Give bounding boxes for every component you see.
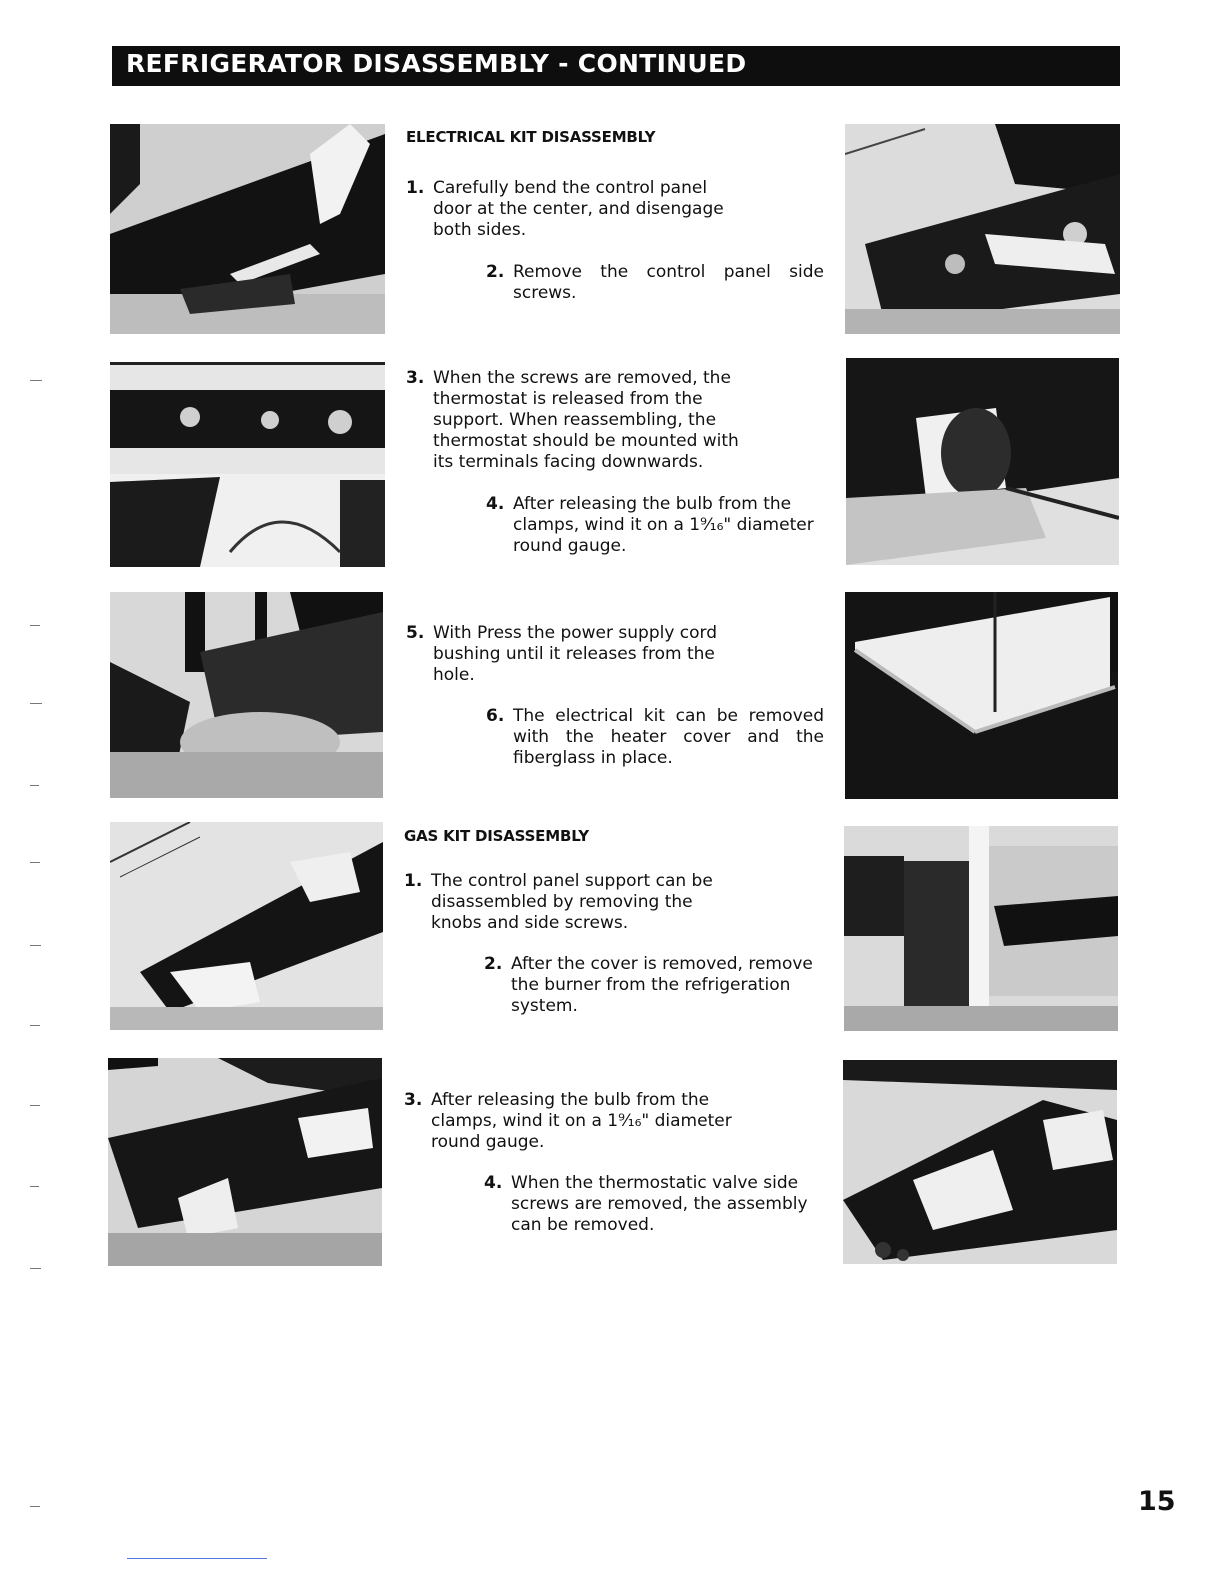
- step-number: 5.: [406, 623, 425, 643]
- gas-step-3: [404, 1090, 744, 1153]
- margin-mark: [30, 1268, 41, 1269]
- photo-power-cord-bushing: [110, 592, 383, 798]
- photo-control-panel-door: [110, 124, 385, 334]
- photo-gas-bulb-clamps: [108, 1058, 382, 1266]
- margin-mark: [30, 945, 41, 946]
- electrical-step-5: [406, 623, 746, 686]
- electrical-step-3: [406, 368, 746, 473]
- margin-mark: [30, 862, 40, 863]
- step-number: 6.: [486, 706, 505, 726]
- photo-thermostat-support: [110, 362, 385, 567]
- margin-mark: [30, 1025, 40, 1026]
- step-text: After releasing the bulb from the clamps, wind it on a 1⁹⁄₁₆" diameter round gauge.: [431, 1090, 732, 1152]
- margin-mark: [30, 625, 40, 626]
- step-text: When the screws are removed, the thermostat is released from the support. When reassembling, the thermostat should be mounted with its terminals facing downwards.: [433, 368, 739, 472]
- step-number: 1.: [404, 871, 423, 891]
- margin-mark: [30, 1186, 39, 1187]
- margin-mark: [30, 703, 42, 704]
- electrical-step-2: [486, 262, 824, 304]
- header-bar: [112, 46, 1120, 86]
- photo-electrical-kit-removed: [845, 592, 1118, 799]
- page-number: 15: [1138, 1486, 1176, 1517]
- photo-gas-control-panel: [110, 822, 383, 1030]
- step-number: 2.: [484, 954, 503, 974]
- step-text: Carefully bend the control panel door at the center, and disengage both sides.: [433, 178, 724, 240]
- step-number: 3.: [404, 1090, 423, 1110]
- footer-line: [127, 1558, 267, 1559]
- step-number: 1.: [406, 178, 425, 198]
- electrical-kit-heading: ELECTRICAL KIT DISASSEMBLY: [406, 128, 656, 146]
- electrical-step-6: [486, 706, 824, 769]
- gas-step-1: [404, 871, 744, 934]
- step-text: Remove the control panel side screws.: [513, 262, 824, 303]
- electrical-step-1: [406, 178, 746, 241]
- step-number: 2.: [486, 262, 505, 282]
- photo-control-panel-screws: [845, 124, 1120, 334]
- step-number: 4.: [486, 494, 505, 514]
- photo-burner-removal: [844, 826, 1118, 1031]
- gas-kit-heading: GAS KIT DISASSEMBLY: [404, 827, 589, 845]
- gas-step-4: [484, 1173, 824, 1236]
- step-number: 3.: [406, 368, 425, 388]
- step-text: The electrical kit can be removed with the heater cover and the fiberglass in place.: [513, 706, 824, 768]
- margin-mark: [30, 785, 39, 786]
- page-title: REFRIGERATOR DISASSEMBLY - CONTINUED: [126, 49, 747, 78]
- photo-thermostatic-valve: [843, 1060, 1117, 1264]
- step-number: 4.: [484, 1173, 503, 1193]
- step-text: When the thermostatic valve side screws are removed, the assembly can be removed.: [511, 1173, 808, 1235]
- margin-mark: [30, 1506, 40, 1507]
- electrical-step-4: [486, 494, 824, 557]
- margin-mark: [30, 380, 42, 381]
- step-text: After releasing the bulb from the clamps, wind it on a 1⁹⁄₁₆" diameter round gauge.: [513, 494, 814, 556]
- step-text: With Press the power supply cord bushing until it releases from the hole.: [433, 623, 718, 685]
- photo-bulb-gauge: [846, 358, 1119, 565]
- gas-step-2: [484, 954, 824, 1017]
- step-text: The control panel support can be disassembled by removing the knobs and side screws.: [431, 871, 713, 933]
- margin-mark: [30, 1105, 40, 1106]
- step-text: After the cover is removed, remove the burner from the refrigeration system.: [511, 954, 813, 1016]
